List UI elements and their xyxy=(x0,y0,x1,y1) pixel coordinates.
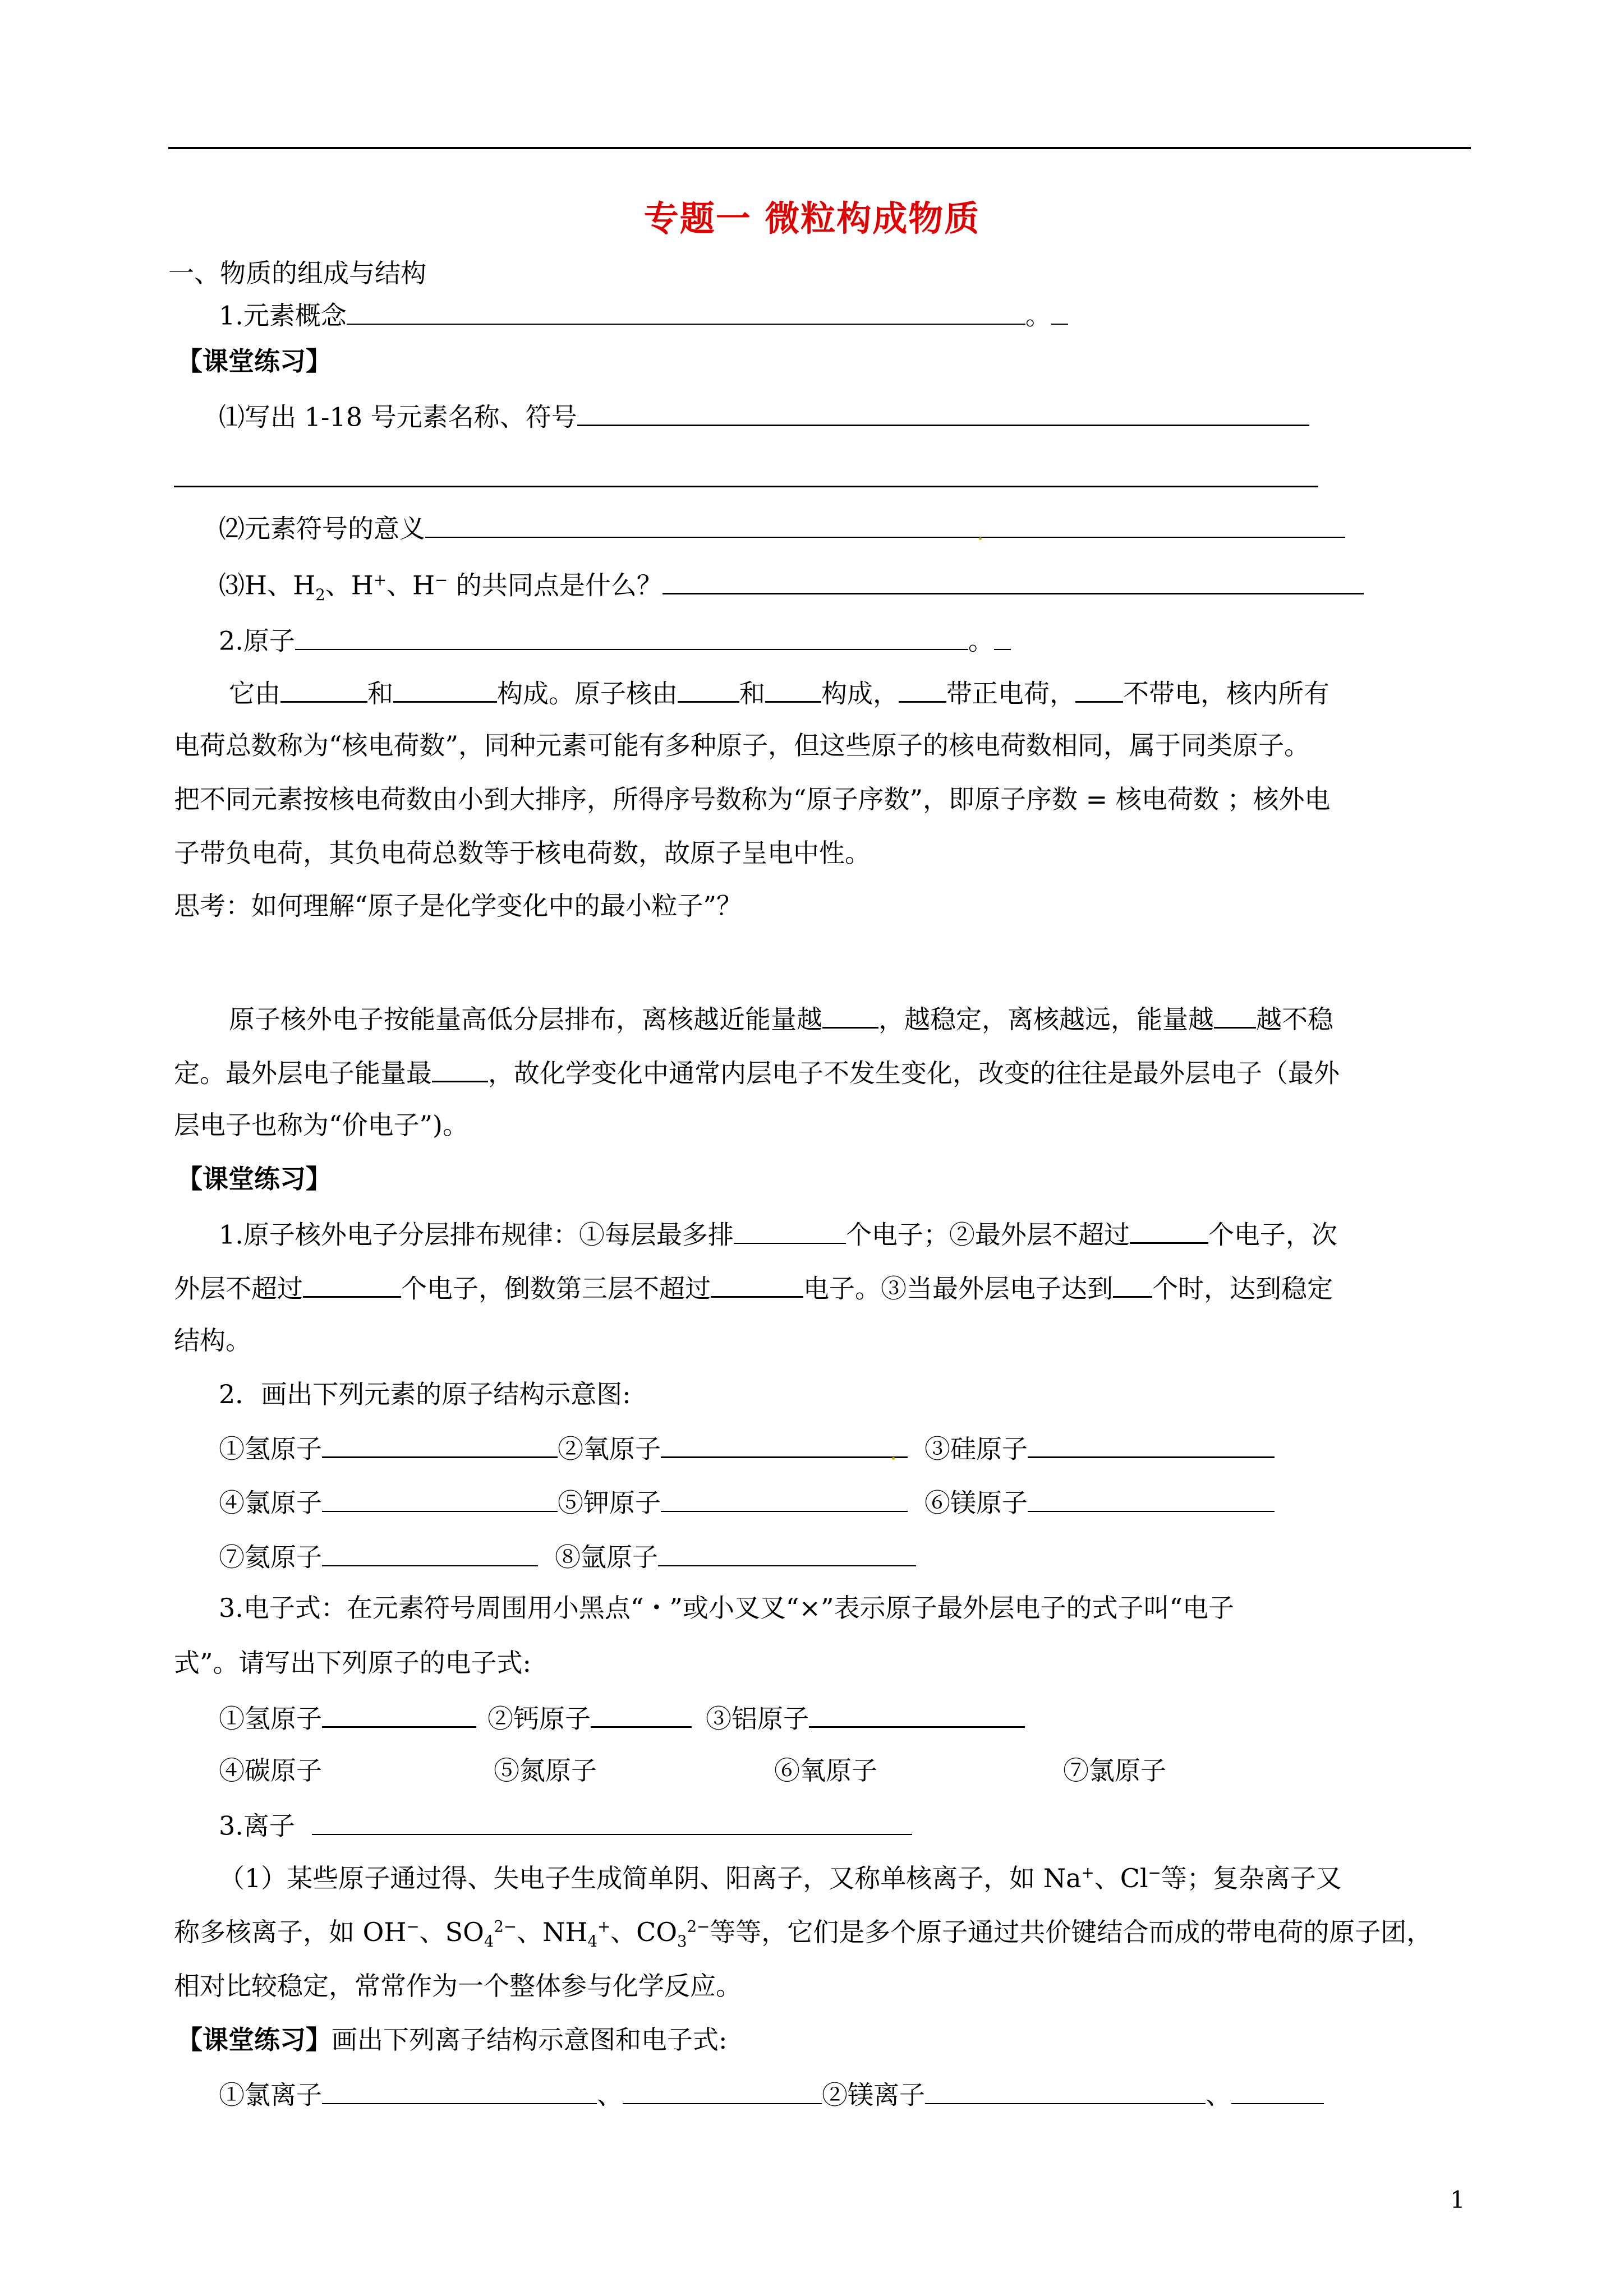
text: 、Cl xyxy=(1094,1863,1148,1893)
answer-blank[interactable] xyxy=(322,1486,558,1512)
superscript: + xyxy=(373,570,387,589)
element-concept-line xyxy=(219,299,1068,331)
answer-blank[interactable] xyxy=(322,1541,538,1566)
ion-line xyxy=(219,1809,912,1842)
answer-blank[interactable] xyxy=(591,1702,692,1728)
electron-formula-row xyxy=(219,1755,322,1786)
text: 它由 xyxy=(229,678,280,709)
text: 越不稳 xyxy=(1256,1004,1333,1035)
page-number: 1 xyxy=(1450,2186,1465,2214)
answer-blank[interactable] xyxy=(623,2078,822,2104)
paragraph-line: 式”。请写出下列原子的电子式: xyxy=(174,1648,532,1678)
atom-item: ⑥镁原子 xyxy=(924,1487,1028,1518)
subscript: 3 xyxy=(677,1932,687,1951)
paragraph-line xyxy=(229,676,1329,709)
practice-label: 【课堂练习】 xyxy=(177,1164,332,1194)
text: ，越稳定，离核越远，能量越 xyxy=(878,1004,1214,1035)
draw-heading: 2．画出下列元素的原子结构示意图: xyxy=(219,1379,631,1409)
atom-diagram-row xyxy=(219,1541,916,1573)
answer-blank[interactable] xyxy=(1028,1486,1275,1512)
answer-blank[interactable] xyxy=(1075,676,1123,703)
blank-tail xyxy=(1051,299,1068,325)
ion-item: ①氯离子 xyxy=(219,2080,322,2110)
speck xyxy=(892,1457,895,1460)
atom-diagram-row xyxy=(219,1486,1275,1519)
paragraph-line: 把不同元素按核电荷数由小到大排序，所得序号数称为“原子序数”，即原子序数 = 核电荷数 ；核外电 xyxy=(174,784,1331,814)
answer-line[interactable] xyxy=(174,486,1318,487)
atom-item: ①氢原子 xyxy=(219,1703,322,1734)
text: 、CO xyxy=(610,1917,678,1947)
paragraph-line: 子带负电荷，其负电荷总数等于核电荷数，故原子呈电中性。 xyxy=(174,838,871,868)
atom-diagram-row xyxy=(219,1432,1275,1465)
superscript: 2− xyxy=(687,1917,710,1936)
question-3-text: 、H xyxy=(325,570,374,601)
atom-item: ③铝原子 xyxy=(706,1703,809,1734)
paragraph-line: 层电子也称为“价电子”)。 xyxy=(174,1110,468,1140)
text: 电子。③当最外层电子达到 xyxy=(803,1273,1113,1304)
answer-blank[interactable] xyxy=(312,1809,912,1835)
answer-blank[interactable] xyxy=(432,1056,488,1082)
text: 个电子，倒数第三层不超过 xyxy=(401,1273,711,1304)
atom-item: ②氧原子 xyxy=(558,1433,661,1464)
atom-item: ①氢原子 xyxy=(219,1433,322,1464)
text: 称多核离子，如 OH xyxy=(174,1917,407,1947)
text: 构成。原子核由 xyxy=(497,678,678,709)
atom-item: ④氯原子 xyxy=(219,1487,322,1518)
answer-blank[interactable] xyxy=(765,676,821,703)
element-concept-label: 1.元素概念 xyxy=(219,300,347,331)
paragraph-line xyxy=(174,1271,1333,1304)
period: 。 xyxy=(1025,300,1051,331)
text: 定。最外层电子能量最 xyxy=(174,1058,432,1089)
superscript: 2− xyxy=(494,1917,517,1936)
text: 和 xyxy=(367,678,393,709)
paragraph-line: 电荷总数称为“核电荷数”，同种元素可能有多种原子，但这些原子的核电荷数相同，属于同类原子。 xyxy=(174,730,1310,760)
answer-blank[interactable] xyxy=(425,512,1345,538)
text: 原子核外电子按能量高低分层排布，离核越近能量越 xyxy=(229,1004,822,1035)
superscript: − xyxy=(1148,1863,1161,1882)
text: 画出下列离子结构示意图和电子式: xyxy=(332,2025,728,2055)
ion-label: 3.离子 xyxy=(219,1810,295,1841)
superscript: + xyxy=(597,1917,611,1936)
atom-label: 2.原子 xyxy=(219,625,295,656)
paragraph-line xyxy=(219,1863,1342,1894)
atom-item: ②钙原子 xyxy=(487,1703,591,1734)
atom-item: ⑤钾原子 xyxy=(558,1487,661,1518)
speck xyxy=(979,537,982,540)
answer-blank[interactable] xyxy=(393,676,497,703)
atom-item: ⑦氯原子 xyxy=(1063,1755,1166,1786)
text: 1.原子核外电子分层排布规律：①每层最多排 xyxy=(219,1219,734,1250)
question-1 xyxy=(219,400,1309,433)
paragraph-line xyxy=(174,1056,1340,1089)
answer-blank[interactable] xyxy=(809,1702,1025,1728)
text: 、SO xyxy=(419,1917,484,1947)
answer-blank[interactable] xyxy=(663,568,1364,594)
atom-item: ③硅原子 xyxy=(924,1433,1028,1464)
question-3-text: 、H xyxy=(387,570,435,601)
separator: 、 xyxy=(597,2080,623,2110)
question-3 xyxy=(219,568,1364,604)
practice-label: 【课堂练习】 xyxy=(177,2025,332,2055)
paragraph-line xyxy=(174,1917,1432,1951)
text: 外层不超过 xyxy=(174,1273,303,1304)
atom-item: ⑥氧原子 xyxy=(774,1755,877,1786)
answer-blank[interactable] xyxy=(925,2078,1206,2104)
subscript: 4 xyxy=(587,1932,597,1951)
answer-blank[interactable] xyxy=(347,299,1025,325)
text: 构成， xyxy=(821,678,899,709)
question-3-text: ⑶H、H xyxy=(219,570,316,601)
answer-blank[interactable] xyxy=(322,1702,476,1728)
superscript: − xyxy=(435,570,448,589)
answer-blank[interactable] xyxy=(303,1271,401,1298)
paragraph-line xyxy=(219,1218,1337,1251)
separator: 、 xyxy=(1206,2080,1231,2110)
think-question: 思考：如何理解“原子是化学变化中的最小粒子”？ xyxy=(174,891,743,921)
question-2 xyxy=(219,512,1345,545)
page-title: 专题一 微粒构成物质 xyxy=(643,198,981,239)
atom-line xyxy=(219,624,1011,657)
answer-blank[interactable] xyxy=(295,624,968,650)
question-1-text: ⑴写出 1-18 号元素名称、符号 xyxy=(219,402,577,432)
answer-blank[interactable] xyxy=(577,400,1309,426)
answer-blank[interactable] xyxy=(658,1541,916,1566)
text: 个电子；②最外层不超过 xyxy=(845,1219,1130,1250)
answer-blank[interactable] xyxy=(1113,1271,1152,1298)
atom-item: ④碳原子 xyxy=(219,1755,322,1786)
subscript: 4 xyxy=(484,1932,494,1951)
text: 不带电，核内所有 xyxy=(1123,678,1329,709)
superscript: − xyxy=(406,1917,420,1936)
practice-label: 【课堂练习】 xyxy=(177,346,332,376)
atom-item: ⑧氩原子 xyxy=(555,1542,658,1573)
ion-item: ②镁离子 xyxy=(822,2080,925,2110)
answer-blank[interactable] xyxy=(1130,1218,1208,1244)
paragraph-line: 3.电子式：在元素符号周围用小黑点“・”或小叉叉“×”表示原子最外层电子的式子叫“电子 xyxy=(219,1593,1235,1623)
electron-formula-row xyxy=(219,1702,1025,1735)
text: 和 xyxy=(739,678,765,709)
question-2-text: ⑵元素符号的意义 xyxy=(219,513,425,544)
paragraph-line: 相对比较稳定，常常作为一个整体参与化学反应。 xyxy=(174,1971,742,2001)
answer-blank[interactable] xyxy=(734,1218,846,1244)
answer-blank[interactable] xyxy=(899,676,946,703)
text: 等等，它们是多个原子通过共价键结合而成的带电荷的原子团， xyxy=(710,1917,1433,1947)
text: 等；复杂离子又 xyxy=(1161,1863,1342,1893)
section-heading: 一、物质的组成与结构 xyxy=(168,258,426,288)
answer-blank[interactable] xyxy=(711,1271,803,1298)
paragraph-line: 结构。 xyxy=(174,1325,251,1356)
blank-tail xyxy=(994,624,1011,650)
superscript: + xyxy=(1081,1863,1094,1882)
answer-blank[interactable] xyxy=(322,2078,597,2104)
text: 个时，达到稳定 xyxy=(1152,1273,1333,1304)
text: 、NH xyxy=(517,1917,588,1947)
text: 个电子，次 xyxy=(1208,1219,1337,1250)
answer-blank[interactable] xyxy=(280,676,367,703)
answer-blank[interactable] xyxy=(822,1002,878,1029)
atom-item: ⑤氮原子 xyxy=(494,1755,597,1786)
subscript: 2 xyxy=(315,585,325,604)
period: 。 xyxy=(968,625,994,656)
answer-blank[interactable] xyxy=(1231,2078,1324,2104)
text: （1）某些原子通过得、失电子生成简单阴、阳离子，又称单核离子，如 Na xyxy=(219,1863,1082,1893)
ion-question-row xyxy=(219,2078,1324,2111)
question-3-text: 的共同点是什么？ xyxy=(448,570,663,601)
paragraph-line xyxy=(229,1002,1333,1035)
answer-blank[interactable] xyxy=(661,1486,908,1512)
ion-practice-line xyxy=(177,2025,728,2055)
header-rule xyxy=(168,147,1471,149)
answer-blank[interactable] xyxy=(1028,1432,1275,1458)
answer-blank[interactable] xyxy=(322,1432,558,1458)
atom-item: ⑦氦原子 xyxy=(219,1542,322,1573)
answer-blank[interactable] xyxy=(661,1432,908,1458)
text: ，故化学变化中通常内层电子不发生变化，改变的往往是最外层电子（最外 xyxy=(488,1058,1340,1089)
answer-blank[interactable] xyxy=(678,676,739,703)
answer-blank[interactable] xyxy=(1214,1002,1256,1029)
text: 带正电荷， xyxy=(946,678,1075,709)
